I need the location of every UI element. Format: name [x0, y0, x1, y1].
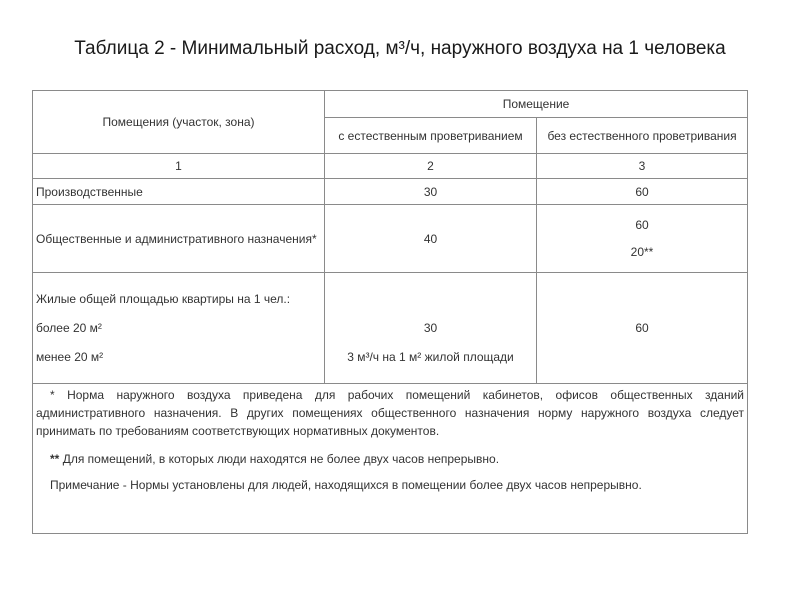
note-2-text: Для помещений, в которых люди находятся не более двух часов непрерывно. [62, 452, 500, 466]
row-value-col2: 30 [325, 179, 537, 205]
column-number-3: 3 [537, 154, 748, 179]
note-3: Примечание - Нормы установлены для людей, находящихся в помещении более двух часов непрерывно. [50, 478, 642, 492]
table-row [33, 273, 748, 384]
note-2-mark: ** [50, 452, 60, 466]
row-value-col3 [537, 205, 748, 273]
row-name-public: Общественные и административного назначения* [33, 205, 325, 273]
row-value-col2: 40 [325, 205, 537, 273]
residential-label: Жилые общей площадью квартиры на 1 чел.: [36, 292, 291, 306]
residential-more-20: более 20 м² [36, 321, 102, 335]
air-rate-table [32, 90, 748, 534]
column-number-2: 2 [325, 154, 537, 179]
row-value-col2 [325, 273, 537, 384]
header-natural-ventilation: с естественным проветриванием [325, 118, 537, 154]
row-value-col3: 60 [537, 273, 748, 384]
row-name-industrial: Производственные [33, 179, 325, 205]
notes-row [33, 384, 748, 534]
value-col2-b: 3 м³/ч на 1 м² жилой площади [347, 349, 514, 364]
column-number-1: 1 [33, 154, 325, 179]
row-name-residential [33, 273, 325, 384]
value-col2-a: 30 [423, 320, 438, 335]
note-2 [36, 450, 744, 468]
row-value-col3: 60 [537, 179, 748, 205]
note-1-mark: * [50, 388, 55, 402]
value-col3-a: 60 [635, 218, 649, 232]
page-title: Таблица 2 - Минимальный расход, м³/ч, наружного воздуха на 1 человека [74, 38, 726, 59]
header-rooms: Помещения (участок, зона) [33, 91, 325, 154]
value-col3-b: 20** [630, 245, 654, 259]
note-1 [36, 386, 744, 440]
header-no-natural-ventilation: без естественного проветривания [537, 118, 748, 154]
table-row [33, 205, 748, 273]
header-room-group: Помещение [325, 91, 748, 118]
residential-less-20: менее 20 м² [36, 350, 104, 364]
note-1-text: Норма наружного воздуха приведена для рабочих помещений кабинетов, офисов общественных зданий административного назначения. В других помещениях общественного назначения норму наружного воздуха следует принимать по требованиям соответствующих нормативных документов. [36, 388, 745, 438]
notes-cell [33, 384, 748, 534]
table-row [33, 179, 748, 205]
